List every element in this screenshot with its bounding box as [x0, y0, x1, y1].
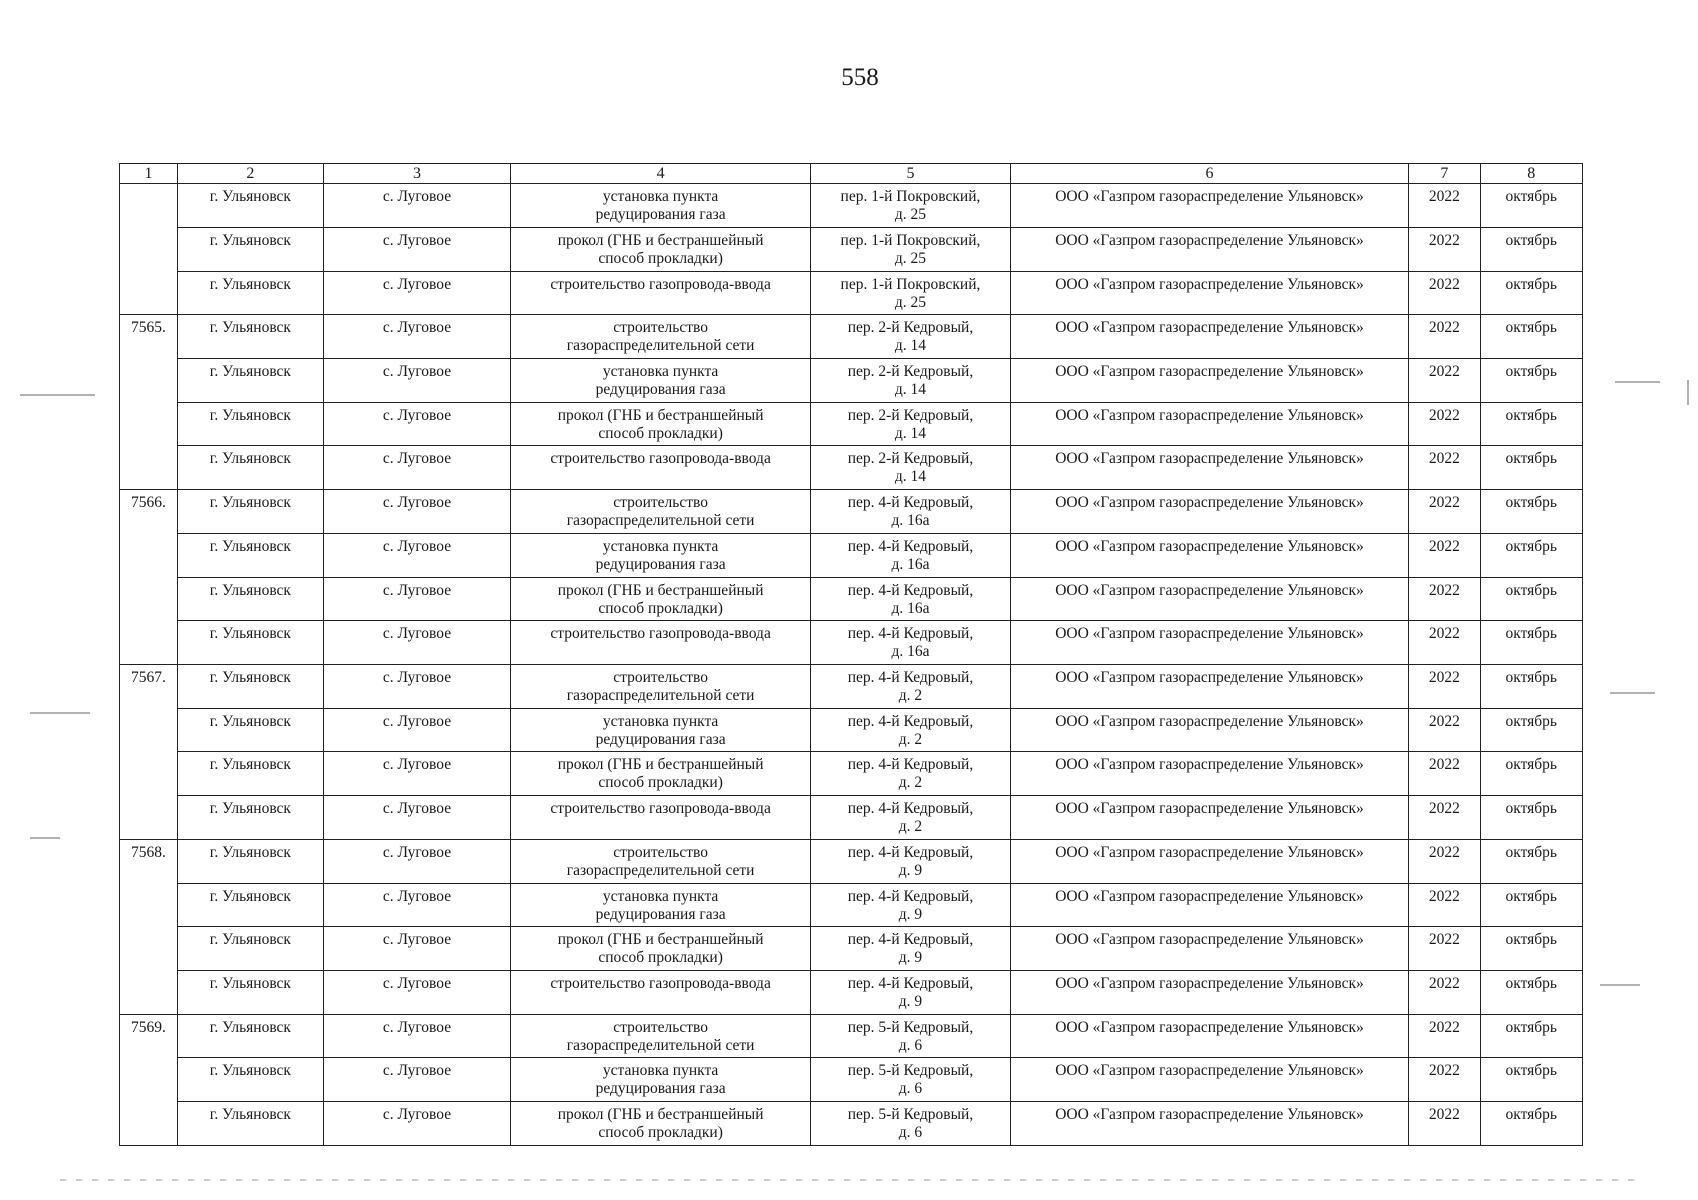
month-cell: октябрь	[1480, 839, 1582, 883]
work-type-cell	[511, 227, 811, 271]
work-type-cell	[511, 796, 811, 840]
city-cell: г. Ульяновск	[177, 1102, 323, 1146]
month-cell: октябрь	[1480, 490, 1582, 534]
organization-cell: ООО «Газпром газораспределение Ульяновск»	[1010, 839, 1408, 883]
organization-cell: ООО «Газпром газораспределение Ульяновск»	[1010, 359, 1408, 403]
organization-cell: ООО «Газпром газораспределение Ульяновск»	[1010, 621, 1408, 665]
city-cell: г. Ульяновск	[177, 1058, 323, 1102]
locality-cell: с. Луговое	[323, 227, 510, 271]
address-cell-line: пер. 4-й Кедровый,	[847, 537, 974, 555]
table-row	[120, 970, 1583, 1014]
table-row	[120, 839, 1583, 883]
work-type-cell-line: способ прокладки)	[598, 1124, 723, 1142]
city-cell: г. Ульяновск	[177, 446, 323, 490]
address-cell-line: д. 16а	[891, 599, 930, 617]
month-cell: октябрь	[1480, 883, 1582, 927]
work-type-cell-line: способ прокладки)	[598, 249, 723, 267]
address-cell-line: пер. 4-й Кедровый,	[847, 800, 974, 818]
work-type-cell	[511, 1102, 811, 1146]
work-type-cell-line: установка пункта	[602, 188, 719, 206]
work-type-cell-line: строительство газопровода-ввода	[550, 275, 771, 293]
address-cell	[811, 315, 1011, 359]
year-cell: 2022	[1409, 839, 1480, 883]
page-number: 558	[841, 64, 879, 91]
work-type-cell-line: редуцирования газа	[595, 730, 726, 748]
header-cell: 1	[120, 164, 178, 184]
address-cell-line: пер. 4-й Кедровый,	[847, 668, 974, 686]
city-cell: г. Ульяновск	[177, 577, 323, 621]
address-cell-line: пер. 2-й Кедровый,	[847, 319, 974, 337]
organization-cell: ООО «Газпром газораспределение Ульяновск»	[1010, 490, 1408, 534]
organization-cell: ООО «Газпром газораспределение Ульяновск»	[1010, 577, 1408, 621]
work-type-cell-line: строительство	[613, 494, 708, 512]
row-number-cell: 7566.	[120, 490, 178, 665]
address-cell	[811, 359, 1011, 403]
address-cell-line: пер. 2-й Кедровый,	[847, 406, 974, 424]
year-cell: 2022	[1409, 1014, 1480, 1058]
year-cell: 2022	[1409, 577, 1480, 621]
city-cell: г. Ульяновск	[177, 1014, 323, 1058]
organization-cell: ООО «Газпром газораспределение Ульяновск»	[1010, 1102, 1408, 1146]
address-cell-line: пер. 1-й Покровский,	[840, 231, 981, 249]
year-cell: 2022	[1409, 227, 1480, 271]
organization-cell: ООО «Газпром газораспределение Ульяновск»	[1010, 927, 1408, 971]
address-cell	[811, 1014, 1011, 1058]
year-cell: 2022	[1409, 271, 1480, 315]
address-cell	[811, 621, 1011, 665]
month-cell: октябрь	[1480, 402, 1582, 446]
address-cell-line: пер. 5-й Кедровый,	[847, 1018, 974, 1036]
locality-cell: с. Луговое	[323, 402, 510, 446]
organization-cell: ООО «Газпром газораспределение Ульяновск»	[1010, 970, 1408, 1014]
month-cell: октябрь	[1480, 621, 1582, 665]
table-row	[120, 446, 1583, 490]
address-cell-line: д. 9	[898, 949, 923, 967]
work-type-cell-line: редуцирования газа	[595, 905, 726, 923]
month-cell: октябрь	[1480, 796, 1582, 840]
address-cell-line: пер. 1-й Покровский,	[840, 188, 981, 206]
city-cell: г. Ульяновск	[177, 752, 323, 796]
year-cell: 2022	[1409, 883, 1480, 927]
year-cell: 2022	[1409, 664, 1480, 708]
address-cell-line: д. 2	[898, 686, 923, 704]
work-type-cell-line: способ прокладки)	[598, 774, 723, 792]
address-cell-line: д. 9	[898, 905, 923, 923]
table-row	[120, 315, 1583, 359]
month-cell: октябрь	[1480, 970, 1582, 1014]
table-row	[120, 271, 1583, 315]
table-row	[120, 1058, 1583, 1102]
address-cell	[811, 708, 1011, 752]
month-cell: октябрь	[1480, 533, 1582, 577]
locality-cell: с. Луговое	[323, 970, 510, 1014]
work-type-cell	[511, 184, 811, 228]
month-cell: октябрь	[1480, 664, 1582, 708]
locality-cell: с. Луговое	[323, 664, 510, 708]
locality-cell: с. Луговое	[323, 315, 510, 359]
table-row	[120, 621, 1583, 665]
organization-cell: ООО «Газпром газораспределение Ульяновск»	[1010, 664, 1408, 708]
work-type-cell	[511, 271, 811, 315]
table-row	[120, 927, 1583, 971]
address-cell	[811, 227, 1011, 271]
work-type-cell-line: строительство	[613, 843, 708, 861]
year-cell: 2022	[1409, 359, 1480, 403]
address-cell-line: д. 16а	[891, 512, 930, 530]
work-type-cell-line: строительство газопровода-ввода	[550, 450, 771, 468]
organization-cell: ООО «Газпром газораспределение Ульяновск»	[1010, 271, 1408, 315]
city-cell: г. Ульяновск	[177, 227, 323, 271]
work-type-cell	[511, 446, 811, 490]
work-type-cell-line: прокол (ГНБ и бестраншейный	[557, 756, 764, 774]
city-cell: г. Ульяновск	[177, 533, 323, 577]
address-cell-line: пер. 4-й Кедровый,	[847, 625, 974, 643]
address-cell-line: д. 2	[898, 774, 923, 792]
work-type-cell-line: прокол (ГНБ и бестраншейный	[557, 406, 764, 424]
locality-cell: с. Луговое	[323, 271, 510, 315]
work-type-cell-line: прокол (ГНБ и бестраншейный	[557, 581, 764, 599]
register-table	[119, 163, 1583, 1146]
work-type-cell-line: газораспределительной сети	[566, 686, 755, 704]
row-number-cell: 7568.	[120, 839, 178, 1014]
locality-cell: с. Луговое	[323, 621, 510, 665]
city-cell: г. Ульяновск	[177, 839, 323, 883]
work-type-cell-line: прокол (ГНБ и бестраншейный	[557, 1106, 764, 1124]
locality-cell: с. Луговое	[323, 1058, 510, 1102]
city-cell: г. Ульяновск	[177, 271, 323, 315]
city-cell: г. Ульяновск	[177, 184, 323, 228]
work-type-cell-line: установка пункта	[602, 363, 719, 381]
month-cell: октябрь	[1480, 1014, 1582, 1058]
address-cell-line: пер. 4-й Кедровый,	[847, 887, 974, 905]
work-type-cell-line: строительство	[613, 668, 708, 686]
address-cell	[811, 490, 1011, 534]
year-cell: 2022	[1409, 970, 1480, 1014]
month-cell: октябрь	[1480, 1102, 1582, 1146]
table-row	[120, 796, 1583, 840]
work-type-cell-line: редуцирования газа	[595, 555, 726, 573]
address-cell-line: пер. 4-й Кедровый,	[847, 712, 974, 730]
address-cell	[811, 446, 1011, 490]
year-cell: 2022	[1409, 752, 1480, 796]
month-cell: октябрь	[1480, 184, 1582, 228]
work-type-cell-line: способ прокладки)	[598, 599, 723, 617]
work-type-cell	[511, 839, 811, 883]
address-cell-line: пер. 2-й Кедровый,	[847, 363, 974, 381]
work-type-cell-line: газораспределительной сети	[566, 337, 755, 355]
address-cell-line: пер. 4-й Кедровый,	[847, 581, 974, 599]
year-cell: 2022	[1409, 446, 1480, 490]
work-type-cell-line: строительство	[613, 1018, 708, 1036]
table-row	[120, 883, 1583, 927]
row-number-cell: 7569.	[120, 1014, 178, 1145]
table-row	[120, 1102, 1583, 1146]
address-cell	[811, 839, 1011, 883]
address-cell-line: пер. 2-й Кедровый,	[847, 450, 974, 468]
address-cell-line: д. 14	[894, 337, 927, 355]
row-number-cell: 7565.	[120, 315, 178, 490]
row-number-cell: 7567.	[120, 664, 178, 839]
organization-cell: ООО «Газпром газораспределение Ульяновск»	[1010, 446, 1408, 490]
city-cell: г. Ульяновск	[177, 359, 323, 403]
table-row	[120, 533, 1583, 577]
year-cell: 2022	[1409, 315, 1480, 359]
address-cell-line: д. 9	[898, 861, 923, 879]
locality-cell: с. Луговое	[323, 708, 510, 752]
city-cell: г. Ульяновск	[177, 315, 323, 359]
header-cell: 2	[177, 164, 323, 184]
address-cell-line: д. 14	[894, 468, 927, 486]
table-header-row	[120, 164, 1583, 184]
month-cell: октябрь	[1480, 315, 1582, 359]
locality-cell: с. Луговое	[323, 577, 510, 621]
address-cell	[811, 271, 1011, 315]
address-cell-line: д. 14	[894, 424, 927, 442]
table-row	[120, 752, 1583, 796]
locality-cell: с. Луговое	[323, 533, 510, 577]
organization-cell: ООО «Газпром газораспределение Ульяновск»	[1010, 315, 1408, 359]
locality-cell: с. Луговое	[323, 883, 510, 927]
year-cell: 2022	[1409, 927, 1480, 971]
locality-cell: с. Луговое	[323, 359, 510, 403]
month-cell: октябрь	[1480, 271, 1582, 315]
header-cell: 4	[511, 164, 811, 184]
organization-cell: ООО «Газпром газораспределение Ульяновск»	[1010, 402, 1408, 446]
organization-cell: ООО «Газпром газораспределение Ульяновск»	[1010, 708, 1408, 752]
work-type-cell-line: установка пункта	[602, 537, 719, 555]
month-cell: октябрь	[1480, 927, 1582, 971]
month-cell: октябрь	[1480, 446, 1582, 490]
work-type-cell	[511, 490, 811, 534]
city-cell: г. Ульяновск	[177, 621, 323, 665]
year-cell: 2022	[1409, 402, 1480, 446]
month-cell: октябрь	[1480, 708, 1582, 752]
work-type-cell	[511, 621, 811, 665]
locality-cell: с. Луговое	[323, 839, 510, 883]
month-cell: октябрь	[1480, 359, 1582, 403]
month-cell: октябрь	[1480, 577, 1582, 621]
table-row	[120, 490, 1583, 534]
city-cell: г. Ульяновск	[177, 402, 323, 446]
work-type-cell-line: установка пункта	[602, 1062, 719, 1080]
address-cell-line: д. 25	[894, 249, 927, 267]
locality-cell: с. Луговое	[323, 490, 510, 534]
year-cell: 2022	[1409, 708, 1480, 752]
address-cell	[811, 577, 1011, 621]
locality-cell: с. Луговое	[323, 1102, 510, 1146]
table-row	[120, 359, 1583, 403]
organization-cell: ООО «Газпром газораспределение Ульяновск»	[1010, 796, 1408, 840]
organization-cell: ООО «Газпром газораспределение Ульяновск»	[1010, 184, 1408, 228]
work-type-cell-line: строительство	[613, 319, 708, 337]
address-cell	[811, 533, 1011, 577]
month-cell: октябрь	[1480, 752, 1582, 796]
address-cell-line: пер. 1-й Покровский,	[840, 275, 981, 293]
organization-cell: ООО «Газпром газораспределение Ульяновск»	[1010, 1014, 1408, 1058]
address-cell	[811, 796, 1011, 840]
address-cell-line: д. 16а	[891, 643, 930, 661]
work-type-cell	[511, 708, 811, 752]
table-row	[120, 708, 1583, 752]
organization-cell: ООО «Газпром газораспределение Ульяновск»	[1010, 1058, 1408, 1102]
table-row	[120, 227, 1583, 271]
address-cell-line: пер. 4-й Кедровый,	[847, 974, 974, 992]
city-cell: г. Ульяновск	[177, 664, 323, 708]
work-type-cell-line: способ прокладки)	[598, 949, 723, 967]
address-cell-line: д. 14	[894, 381, 927, 399]
locality-cell: с. Луговое	[323, 927, 510, 971]
address-cell	[811, 752, 1011, 796]
work-type-cell-line: строительство газопровода-ввода	[550, 625, 771, 643]
address-cell	[811, 927, 1011, 971]
organization-cell: ООО «Газпром газораспределение Ульяновск»	[1010, 227, 1408, 271]
organization-cell: ООО «Газпром газораспределение Ульяновск»	[1010, 883, 1408, 927]
address-cell	[811, 664, 1011, 708]
year-cell: 2022	[1409, 796, 1480, 840]
address-cell-line: пер. 4-й Кедровый,	[847, 494, 974, 512]
address-cell-line: д. 6	[898, 1124, 923, 1142]
address-cell-line: пер. 4-й Кедровый,	[847, 756, 974, 774]
city-cell: г. Ульяновск	[177, 883, 323, 927]
work-type-cell	[511, 664, 811, 708]
locality-cell: с. Луговое	[323, 184, 510, 228]
city-cell: г. Ульяновск	[177, 970, 323, 1014]
work-type-cell-line: газораспределительной сети	[566, 1036, 755, 1054]
header-cell: 3	[323, 164, 510, 184]
work-type-cell	[511, 927, 811, 971]
address-cell	[811, 970, 1011, 1014]
address-cell-line: д. 6	[898, 1036, 923, 1054]
address-cell-line: д. 16а	[891, 555, 930, 573]
locality-cell: с. Луговое	[323, 752, 510, 796]
work-type-cell-line: строительство газопровода-ввода	[550, 974, 771, 992]
work-type-cell	[511, 970, 811, 1014]
city-cell: г. Ульяновск	[177, 927, 323, 971]
locality-cell: с. Луговое	[323, 1014, 510, 1058]
address-cell	[811, 1058, 1011, 1102]
table-body	[120, 164, 1583, 1146]
work-type-cell-line: способ прокладки)	[598, 424, 723, 442]
address-cell-line: пер. 4-й Кедровый,	[847, 843, 974, 861]
work-type-cell-line: редуцирования газа	[595, 1080, 726, 1098]
table-row	[120, 184, 1583, 228]
work-type-cell-line: прокол (ГНБ и бестраншейный	[557, 231, 764, 249]
work-type-cell-line: установка пункта	[602, 887, 719, 905]
address-cell	[811, 1102, 1011, 1146]
work-type-cell	[511, 359, 811, 403]
work-type-cell-line: редуцирования газа	[595, 206, 726, 224]
header-cell: 5	[811, 164, 1011, 184]
address-cell-line: д. 25	[894, 206, 927, 224]
year-cell: 2022	[1409, 490, 1480, 534]
organization-cell: ООО «Газпром газораспределение Ульяновск»	[1010, 533, 1408, 577]
address-cell-line: д. 25	[894, 293, 927, 311]
header-cell: 8	[1480, 164, 1582, 184]
work-type-cell-line: газораспределительной сети	[566, 512, 755, 530]
header-cell: 7	[1409, 164, 1480, 184]
organization-cell: ООО «Газпром газораспределение Ульяновск»	[1010, 752, 1408, 796]
work-type-cell	[511, 402, 811, 446]
address-cell	[811, 402, 1011, 446]
year-cell: 2022	[1409, 184, 1480, 228]
month-cell: октябрь	[1480, 227, 1582, 271]
work-type-cell-line: строительство газопровода-ввода	[550, 800, 771, 818]
address-cell-line: пер. 5-й Кедровый,	[847, 1062, 974, 1080]
work-type-cell	[511, 577, 811, 621]
work-type-cell	[511, 883, 811, 927]
work-type-cell	[511, 752, 811, 796]
work-type-cell-line: редуцирования газа	[595, 381, 726, 399]
year-cell: 2022	[1409, 621, 1480, 665]
header-cell: 6	[1010, 164, 1408, 184]
work-type-cell	[511, 315, 811, 359]
work-type-cell-line: прокол (ГНБ и бестраншейный	[557, 931, 764, 949]
address-cell	[811, 883, 1011, 927]
table-row	[120, 1014, 1583, 1058]
address-cell-line: д. 9	[898, 992, 923, 1010]
work-type-cell	[511, 1014, 811, 1058]
address-cell	[811, 184, 1011, 228]
year-cell: 2022	[1409, 1102, 1480, 1146]
city-cell: г. Ульяновск	[177, 796, 323, 840]
locality-cell: с. Луговое	[323, 796, 510, 840]
table-row	[120, 577, 1583, 621]
work-type-cell-line: установка пункта	[602, 712, 719, 730]
city-cell: г. Ульяновск	[177, 708, 323, 752]
work-type-cell	[511, 533, 811, 577]
address-cell-line: д. 2	[898, 818, 923, 836]
city-cell: г. Ульяновск	[177, 490, 323, 534]
address-cell-line: д. 6	[898, 1080, 923, 1098]
work-type-cell	[511, 1058, 811, 1102]
address-cell-line: пер. 4-й Кедровый,	[847, 931, 974, 949]
address-cell-line: пер. 5-й Кедровый,	[847, 1106, 974, 1124]
address-cell-line: д. 2	[898, 730, 923, 748]
row-number-cell	[120, 184, 178, 315]
table-row	[120, 664, 1583, 708]
locality-cell: с. Луговое	[323, 446, 510, 490]
work-type-cell-line: газораспределительной сети	[566, 861, 755, 879]
month-cell: октябрь	[1480, 1058, 1582, 1102]
year-cell: 2022	[1409, 1058, 1480, 1102]
table-row	[120, 402, 1583, 446]
year-cell: 2022	[1409, 533, 1480, 577]
